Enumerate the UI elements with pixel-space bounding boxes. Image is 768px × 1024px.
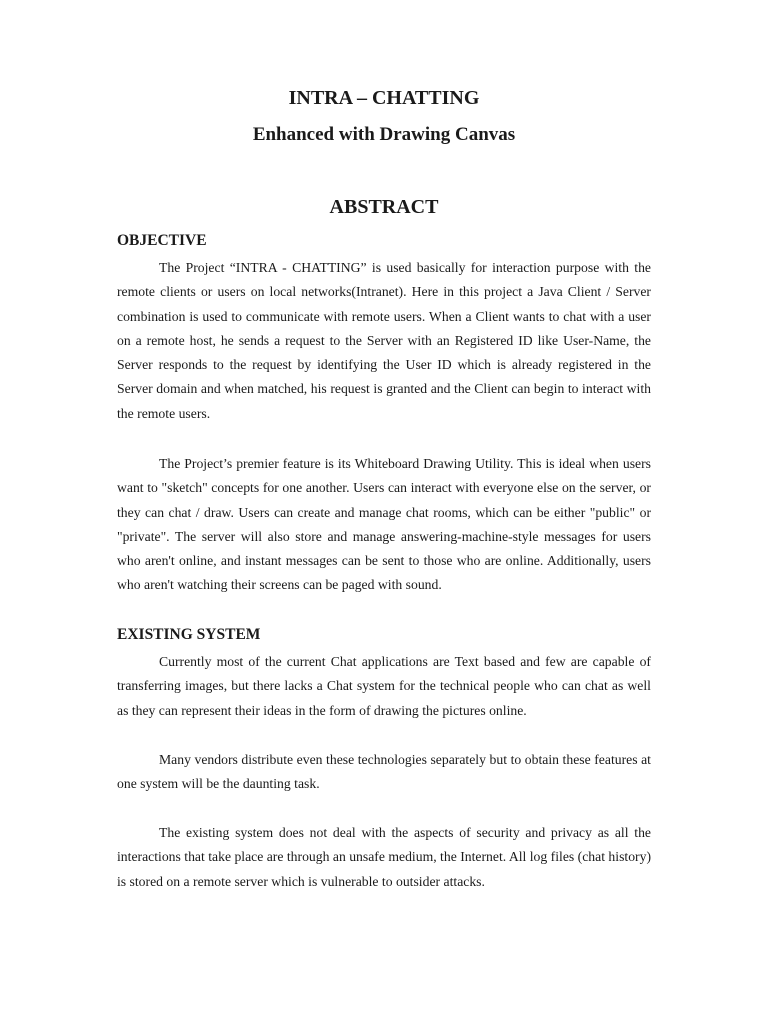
objective-paragraph-1: The Project “INTRA - CHATTING” is used basically for interaction purpose with the remote clients or users on local networks(Intranet). Here in this project a Java Client / Server combination is used to communicate with remote users. When a Client wants to chat with a user on a remote host, he sends a request to the Server with an Registered ID like User-Name, the Server responds to the request by identifying the User ID which is already registered in the Server domain and when matched, his request is granted and the Client can begin to interact with the remote users. bbox=[117, 260, 651, 421]
document-subtitle: Enhanced with Drawing Canvas bbox=[252, 124, 516, 145]
document-title: INTRA – CHATTING bbox=[288, 87, 480, 109]
abstract-heading: ABSTRACT bbox=[329, 196, 439, 218]
objective-heading: OBJECTIVE bbox=[117, 232, 207, 249]
existing-system-paragraph-1: Currently most of the current Chat applications are Text based and few are capable of transferring images, but there lacks a Chat system for the technical people who can chat as well as they can represent their ideas in the form of drawing the pictures online. bbox=[117, 654, 651, 718]
existing-system-paragraph-2: Many vendors distribute even these technologies separately but to obtain these features at one system will be the daunting task. bbox=[117, 752, 651, 792]
existing-system-paragraph-3: The existing system does not deal with the aspects of security and privacy as all the interactions that take place are through an unsafe medium, the Internet. All log files (chat history) is stored on a remote server which is vulnerable to outsider attacks. bbox=[117, 825, 652, 889]
objective-paragraph-2: The Project’s premier feature is its Whiteboard Drawing Utility. This is ideal when users want to "sketch" concepts for one another. Users can interact with everyone else on the server, or they can chat / draw. Users can create and manage chat rooms, which can be either "public" or "private". The server will also store and manage answering-machine-style messages for users who aren't online, and instant messages can be sent to those who are online. Additionally, users who aren't watching their screens can be paged with sound. bbox=[117, 456, 651, 593]
existing-system-heading: EXISTING SYSTEM bbox=[117, 626, 261, 643]
